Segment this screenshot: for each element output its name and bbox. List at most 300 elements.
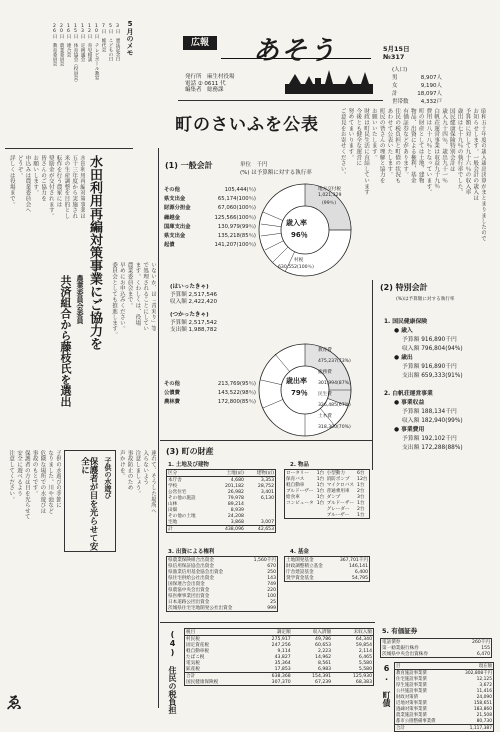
table-cell: 438,096 bbox=[224, 526, 244, 532]
fund-table bbox=[284, 556, 370, 582]
population-value: 8,907人 bbox=[420, 75, 442, 81]
table-cell: 辺地対策事業債 bbox=[396, 701, 427, 706]
table-header-row bbox=[395, 663, 494, 670]
special-block-title: 2. 白帆荘運営事業 bbox=[384, 391, 433, 397]
table-cell: 鉱産税 bbox=[186, 667, 200, 672]
expense-list bbox=[164, 380, 256, 407]
table-cell: 201,182 bbox=[224, 483, 244, 489]
table-cell: 国民健康保険税 bbox=[186, 680, 219, 685]
table-cell: 過疎対策事業債 bbox=[396, 707, 427, 712]
special-item-row: 支出額 172,288(88%) bbox=[402, 445, 463, 451]
income-top-pct: (99％) bbox=[322, 201, 337, 206]
special-item-row: 予算額 188,134千円 bbox=[402, 409, 457, 415]
publish-row: 電話 ② 0611 代 bbox=[185, 80, 226, 87]
bonds-subtitle: 5. 有価証券 bbox=[382, 627, 418, 635]
table-cell: 6台 bbox=[357, 471, 365, 476]
table-cell: 80,730 bbox=[476, 718, 492, 724]
table-cell: 宅地 bbox=[168, 520, 178, 525]
population-label: 計 bbox=[392, 91, 398, 97]
rights-subtitle: 3. 出資による権利 bbox=[168, 549, 215, 555]
table-cell: 1台 bbox=[357, 513, 365, 518]
population-box bbox=[392, 66, 442, 106]
expense-pie-label: 歳出率 bbox=[286, 377, 307, 385]
special-item-head: ● 事業費用 bbox=[394, 427, 425, 433]
table-cell: 26,982 bbox=[227, 489, 244, 495]
center-divider bbox=[372, 280, 373, 470]
publish-row: 編集者 総務課 bbox=[185, 87, 224, 93]
budget-block-title: (つかったきゃ) bbox=[170, 312, 209, 318]
table-cell: 都市公園整備事業債 bbox=[396, 719, 436, 724]
table-cell: 79,978 bbox=[227, 495, 244, 501]
table-cell: 軽自動車税 bbox=[186, 649, 209, 654]
masthead-title: あそう bbox=[253, 36, 338, 66]
table-cell: 6,465 bbox=[358, 654, 372, 660]
income-value: 65,174(100％) bbox=[217, 196, 256, 203]
table-cell: 638,368 bbox=[271, 673, 291, 679]
table-cell: 307,370 bbox=[271, 679, 291, 685]
table-cell: 2,114 bbox=[358, 648, 372, 654]
income-label: 国庫支出金 bbox=[164, 223, 191, 230]
income-value: 141,207(100％) bbox=[214, 242, 256, 249]
income-bottom-value: 630,552(100％) bbox=[278, 265, 314, 270]
population-value: 9,190人 bbox=[420, 83, 442, 89]
bonds-table bbox=[380, 638, 492, 658]
table-cell: ダンプ bbox=[326, 495, 341, 500]
table-cell: 5,580 bbox=[358, 660, 372, 666]
expense-label: その他 bbox=[164, 381, 180, 387]
special-account-note: (%)は予算額に対する執行率 bbox=[396, 297, 455, 302]
table-cell: その他の施設 bbox=[168, 496, 196, 501]
memo-item: 13日 定例議会 bbox=[80, 24, 85, 62]
table-cell: 28,752 bbox=[257, 483, 274, 489]
table-cell: マイクロバス bbox=[326, 483, 354, 488]
article-body: 昭和五十年度の歳入歳出決算がまとまりましたので お知らせします。一般会計の歳入は 予算額に対して九十六％の収入率 歳出は七十九％の執行率でした。 国民健康保険特別会計は 歳入九十四％、歳出九十一％ 白帆荘運営事業は収益九十九％ 費用は八十八％となっています。 町の財産としては土地、建物 物品、出資による権利、基金 有価証券などがあります。 住民の税負担と町債の状況も あわせて公表いたします。 町民の皆さんの理解と協力を お願いいたします。 財政は町民生活に直結しています 今後とも健全な運営に 努めてまいります。 ご意見をお寄せください。 bbox=[339, 108, 486, 242]
table-cell: 158,651 bbox=[473, 700, 492, 706]
table-cell: 普通乗用車 bbox=[326, 489, 350, 494]
memo-item: 12日 育児相談 bbox=[87, 24, 92, 62]
table-cell: 村民税 bbox=[186, 637, 200, 642]
income-budget-block bbox=[170, 284, 217, 307]
income-pie-label: 歳入率 bbox=[286, 219, 307, 227]
goods-subtitle: 2. 物品 bbox=[290, 462, 309, 468]
table-cell: 山林 bbox=[168, 502, 178, 507]
special-block-title: 1. 国民健康保険 bbox=[384, 319, 428, 325]
income-label: 県支出金 bbox=[164, 196, 186, 203]
table-cell: 固定資産税 bbox=[186, 643, 209, 648]
table-cell: 154,391 bbox=[312, 673, 332, 679]
table-cell: 2台 bbox=[357, 507, 365, 512]
masthead bbox=[175, 22, 375, 97]
general-account-note: (%) は予算額に対する執行率 bbox=[240, 170, 312, 176]
special-item-head: ● 歳出 bbox=[394, 355, 413, 361]
table-cell: 庁舎建設基金 bbox=[286, 570, 314, 575]
table-cell: 5,580 bbox=[358, 666, 372, 672]
masthead-label: 広報 bbox=[183, 36, 217, 50]
right-body-text: いないか、は「青刈り」等 で処理されることにしてい ます。くわしくは、役場 農業委員会まで。 早めにお申込みください。 委員会としても推進します。 bbox=[111, 262, 156, 338]
population-row bbox=[392, 98, 442, 106]
population-row bbox=[392, 74, 442, 82]
left-top-rule bbox=[5, 148, 133, 149]
table-cell: 8,561 bbox=[317, 660, 332, 666]
budget-row: 予算額 2,517,546 bbox=[170, 291, 218, 298]
table-header: 未収入額 bbox=[353, 630, 372, 635]
table-cell: 財政対策債 bbox=[396, 695, 418, 700]
table-cell: 247,256 bbox=[271, 642, 291, 648]
table-cell: 67,239 bbox=[315, 679, 332, 685]
table-cell: 89,214 bbox=[227, 501, 244, 507]
table-header: 目 bbox=[396, 664, 401, 669]
table-header: 土地(㎡) bbox=[226, 471, 244, 476]
masthead-scenery-illustration bbox=[285, 66, 373, 96]
table-row bbox=[167, 605, 278, 612]
budget-row: 予算額 2,517,542 bbox=[170, 319, 218, 326]
memo-item: 5日 こどもの日 bbox=[108, 24, 113, 62]
table-cell: 220 bbox=[267, 587, 276, 593]
table-cell: 12,125 bbox=[476, 676, 492, 682]
income-row bbox=[164, 223, 256, 232]
table-cell: 6,400 bbox=[354, 569, 368, 575]
publish-info bbox=[185, 74, 285, 94]
special-item-head: ● 歳入 bbox=[394, 328, 413, 334]
income-top-label: 地方交付税 bbox=[318, 187, 341, 192]
table-cell: 250 bbox=[267, 569, 276, 575]
table-cell: 1台 bbox=[316, 471, 325, 476]
table-cell: 厚生施設事業債 bbox=[396, 683, 427, 688]
table-cell: 3,672 bbox=[479, 682, 492, 688]
tax-top-rule bbox=[160, 622, 375, 623]
table-cell: 21,508 bbox=[476, 712, 492, 718]
income-row bbox=[164, 214, 256, 223]
expense-right-row: 民生費 326,485(67%) bbox=[318, 392, 351, 408]
income-pie-pct: 96％ bbox=[291, 231, 308, 239]
table-cell: 2,223 bbox=[317, 648, 332, 654]
special-item-row: 予算額 192,102千円 bbox=[402, 436, 457, 442]
table-cell: 6,470 bbox=[476, 651, 490, 657]
income-list bbox=[164, 186, 256, 250]
population-label: 女 bbox=[392, 83, 398, 89]
table-cell: 749 bbox=[267, 581, 276, 587]
income-value: 105,444(％) bbox=[224, 187, 256, 193]
income-value: 130,979(99％) bbox=[217, 223, 256, 230]
table-cell: 本庁舎 bbox=[168, 478, 182, 483]
table-cell: 県漁業信用基金協会出資金 bbox=[168, 570, 224, 575]
memo-column bbox=[5, 20, 133, 100]
table-cell: 367,701千円 bbox=[339, 558, 368, 563]
land-building-table bbox=[166, 469, 276, 533]
table-cell: グレーダー bbox=[326, 507, 350, 512]
table-cell: 60,653 bbox=[315, 642, 332, 648]
population-row bbox=[392, 82, 442, 90]
table-cell: 670 bbox=[267, 563, 276, 569]
population-row bbox=[392, 90, 442, 98]
special-item-row: 予算額 916,890千円 bbox=[402, 337, 457, 343]
table-header-row bbox=[185, 629, 374, 636]
table-cell: 125,930 bbox=[353, 673, 372, 679]
column-divider bbox=[158, 148, 159, 708]
table-cell: 小型動力 bbox=[326, 471, 345, 476]
table-cell: 県農業保険組合出資金 bbox=[168, 558, 214, 563]
table-cell: 田畑 bbox=[168, 508, 178, 513]
table-cell: 9,114 bbox=[277, 648, 291, 654]
table-cell: 3,353 bbox=[260, 477, 274, 483]
expense-right-row: 総務費 301,994(87%) bbox=[318, 370, 351, 386]
table-cell: 日本道路公団出資金 bbox=[168, 600, 210, 605]
table-cell: 住宅施設事業債 bbox=[396, 677, 427, 682]
table-cell: 電話債券 bbox=[382, 640, 401, 645]
memo-title: 5月のメモ bbox=[126, 20, 134, 56]
table-cell: 1,117,387 bbox=[469, 725, 492, 731]
income-row bbox=[164, 186, 256, 195]
issue-date: 5月15日 bbox=[383, 45, 410, 53]
table-cell: 25 bbox=[270, 599, 276, 605]
table-cell: コンピュータ bbox=[286, 501, 314, 506]
expense-budget-block bbox=[170, 312, 217, 335]
calligraphy-mark: ゑ bbox=[6, 693, 23, 712]
table-header: 区分 bbox=[168, 471, 178, 476]
table-cell: ロータリー bbox=[286, 471, 309, 476]
table-cell: 59,854 bbox=[355, 642, 372, 648]
income-row bbox=[164, 195, 256, 204]
table-header-row bbox=[167, 470, 276, 477]
table-cell: 3,007 bbox=[260, 519, 274, 525]
table-cell: 農業施設事業債 bbox=[396, 713, 427, 718]
income-value: 67,060(100％) bbox=[217, 205, 256, 212]
left-body-text: 水田利用再編対策事業は 五十三年度から実施され 米の生産調整を目的とし 転作を行う農家には 奨励金が交付されます。 皆さんのご協力を お願いします。 申込みは農業委員会へ どうぞ。 詳しくは役場まで。 bbox=[8, 155, 85, 219]
table-header: 建物(㎡) bbox=[256, 471, 274, 476]
table-cell: 4,680 bbox=[230, 477, 244, 483]
general-account-label: (1) 一般会計 bbox=[165, 161, 213, 170]
table-cell: 11,416 bbox=[476, 688, 492, 694]
publish-row: 発行所 麻生村役場 bbox=[185, 74, 235, 80]
table-cell: 公共施設事業債 bbox=[396, 689, 427, 694]
table-cell: 6,983 bbox=[317, 666, 332, 672]
table-cell: 1台 bbox=[316, 477, 325, 482]
special-block-1 bbox=[384, 318, 494, 381]
property-section-label: (3) 町の財産 bbox=[166, 447, 214, 456]
population-value: 4,332戸 bbox=[420, 99, 442, 105]
sub-article-headline: 共済組合から藤枝氏を選出 bbox=[59, 275, 72, 407]
budget-block-title: (はいったきゃ) bbox=[170, 284, 209, 290]
safety-body-text: 子供の水遊びの季節に なりました。川や池など 危険な場所での水遊びは 事故のもとです。 保護者の方は目を光らせて 安全に遊べるよう 注意してください。 bbox=[8, 450, 61, 520]
table-cell: 県医療事業団出資金 bbox=[168, 594, 210, 599]
table-cell: ブルドーザー bbox=[286, 489, 314, 494]
table-cell: 42,653 bbox=[257, 526, 274, 532]
table-cell: 1台 bbox=[316, 501, 325, 506]
table-cell: 1台 bbox=[316, 489, 325, 494]
table-cell: 146,141 bbox=[349, 563, 368, 569]
population-header: (人口) bbox=[392, 67, 408, 73]
special-item-row: 収入額 796,804(94%) bbox=[402, 346, 463, 352]
memo-item: 7日 総代会 bbox=[101, 24, 106, 52]
table-cell: 県農協中央会出資金 bbox=[168, 588, 210, 593]
income-row bbox=[164, 204, 256, 213]
income-label: 起債 bbox=[164, 242, 175, 249]
table-cell: 49,786 bbox=[315, 636, 332, 642]
table-cell: 茨城県中央会出資株券 bbox=[382, 652, 428, 657]
table-cell: ブルーザー bbox=[326, 513, 350, 518]
population-value: 18,097人 bbox=[417, 91, 442, 97]
memo-item: 10日 テレビボール教室 bbox=[94, 24, 99, 80]
table-cell: 合計 bbox=[186, 674, 196, 679]
table-cell: 14,962 bbox=[315, 654, 332, 660]
table-cell: 35,364 bbox=[274, 660, 291, 666]
table-cell: 3台 bbox=[357, 495, 365, 500]
safety-subtitle: 保護者が目を光らせて安全に bbox=[79, 457, 98, 551]
special-item-row: 予算額 916,890千円 bbox=[402, 364, 457, 370]
memo-item: 15日 体育協会（役員会） bbox=[73, 24, 78, 85]
table-header: 調定額 bbox=[276, 630, 291, 635]
table-cell: 1台 bbox=[316, 495, 325, 500]
table-cell: 275,917 bbox=[271, 636, 291, 642]
table-cell: 17,853 bbox=[274, 666, 291, 672]
special-account-label: (2) 特別会計 bbox=[380, 283, 428, 292]
table-cell: 合計 bbox=[396, 726, 405, 731]
table-cell: 保育バス bbox=[286, 477, 305, 482]
expense-right-row: 土木費 318,300(70%) bbox=[318, 414, 351, 430]
table-cell: 302,808千円 bbox=[465, 671, 492, 676]
income-bottom-label: 村税 bbox=[294, 258, 304, 263]
fund-subtitle: 4. 基金 bbox=[290, 549, 309, 555]
table-cell: 54,795 bbox=[351, 575, 368, 581]
table-row bbox=[185, 679, 374, 686]
income-label: その他 bbox=[164, 187, 180, 193]
budget-row: 支出額 1,988,782 bbox=[170, 327, 218, 333]
table-cell: 給食車 bbox=[286, 495, 300, 500]
table-cell: たばこ税 bbox=[186, 655, 205, 660]
special-item-row: 収入額 182,940(99%) bbox=[402, 418, 463, 424]
table-cell: 電気税 bbox=[186, 661, 200, 666]
table-cell: 県住宅供給公社出資金 bbox=[168, 576, 214, 581]
population-label: 世帯数 bbox=[392, 99, 409, 105]
budget-row: 収入額 2,422,420 bbox=[170, 299, 218, 305]
safety-body-text-2: 連れて、そうした場所へ 入らないよう 注意しましょう。 事故防止のため 声かけを。 bbox=[118, 450, 156, 514]
table-cell: 3,401 bbox=[260, 489, 274, 495]
safety-title: 子供の水遊び bbox=[104, 457, 112, 499]
expense-label: 農林費 bbox=[164, 399, 180, 405]
table-cell: 奨学資金基金 bbox=[286, 576, 314, 581]
table-cell: 軽自動車 bbox=[286, 483, 305, 488]
land-subtitle: 1. 土地及び建物 bbox=[168, 462, 209, 468]
masthead-bottom-rule bbox=[178, 100, 383, 101]
table-cell: 第一勧業銀行株券 bbox=[382, 646, 419, 651]
table-row bbox=[381, 651, 492, 658]
expense-right-row: 教育費 475,237(73%) bbox=[318, 348, 351, 364]
table-header: 現在額 bbox=[478, 664, 492, 669]
table-cell: 消防ポンプ bbox=[326, 477, 350, 482]
income-row bbox=[164, 232, 256, 241]
table-cell: その他の土地 bbox=[168, 514, 196, 519]
table-cell: 1台 bbox=[357, 483, 365, 488]
table-cell: 24,208 bbox=[227, 513, 244, 519]
expense-pie-pct: 79％ bbox=[291, 389, 308, 397]
table-cell: 155 bbox=[481, 645, 490, 651]
table-cell: 143 bbox=[267, 575, 276, 581]
population-label: 男 bbox=[392, 75, 398, 81]
table-cell: 国保連合会出資金 bbox=[168, 582, 205, 587]
table-cell: 24,090 bbox=[476, 694, 492, 700]
table-cell: 43,827 bbox=[274, 654, 291, 660]
table-cell: 学校 bbox=[168, 484, 178, 489]
table-cell: 教育施設事業債 bbox=[396, 671, 427, 676]
income-top-value: 1,021,329 bbox=[318, 193, 342, 198]
tax-side-label: (4) 住民の税負担 bbox=[168, 630, 177, 714]
income-value: 125,566(100％) bbox=[214, 214, 256, 221]
table-cell: 100 bbox=[267, 593, 276, 599]
general-account-unit: 単位 千円 bbox=[240, 162, 268, 168]
sub-article-kicker: 農業委員会委員 bbox=[76, 275, 84, 324]
income-row bbox=[164, 241, 256, 250]
table-header: 収入済額 bbox=[312, 630, 332, 635]
table-total-row bbox=[167, 526, 276, 533]
goods-table bbox=[284, 469, 370, 519]
table-cell: 68,383 bbox=[355, 679, 372, 685]
income-value: 135,218(85％) bbox=[217, 233, 256, 240]
table-cell: 183,860 bbox=[473, 706, 492, 712]
income-label: 繰越金 bbox=[164, 214, 180, 221]
table-row bbox=[285, 512, 370, 519]
page-headline: 町のさいふを公表 bbox=[175, 115, 319, 135]
table-cell: 計 bbox=[168, 527, 173, 532]
table-cell: 土地開発基金 bbox=[286, 558, 314, 563]
table-cell: 県信用保証協会出資金 bbox=[168, 564, 214, 569]
property-top-rule bbox=[160, 440, 372, 441]
special-item-head: ● 事業収益 bbox=[394, 400, 425, 406]
memo-item: 3日 憲法記念日 bbox=[115, 24, 120, 62]
debt-side-label: 6. 町債 bbox=[382, 664, 391, 707]
expense-row bbox=[164, 398, 256, 407]
safety-notice-box bbox=[64, 450, 116, 552]
table-cell: 公営住宅 bbox=[168, 490, 187, 495]
table-cell: 260千円 bbox=[472, 640, 490, 645]
table-cell: 3,868 bbox=[230, 519, 244, 525]
table-row bbox=[285, 575, 370, 582]
main-article-headline: 水田利用再編対策事業にご協力を bbox=[87, 155, 102, 350]
table-cell: 2台 bbox=[357, 489, 365, 494]
special-block-2 bbox=[384, 390, 494, 453]
memo-item: 26日 教育委員会 bbox=[52, 24, 57, 67]
expense-value: 143,522(98％) bbox=[217, 390, 256, 396]
memo-item: 16日 連合会 bbox=[66, 24, 71, 57]
table-cell: 1,560千円 bbox=[253, 558, 276, 563]
expense-value: 172,800(85％) bbox=[217, 399, 256, 405]
table-cell: 茨城県住宅宅地開発公社出資金 bbox=[168, 606, 233, 611]
tax-table bbox=[184, 628, 374, 686]
table-cell: 12台 bbox=[357, 477, 368, 482]
expense-right-labels bbox=[318, 345, 362, 433]
table-cell: ブルドーザー bbox=[326, 501, 354, 506]
debt-table bbox=[394, 662, 494, 732]
expense-row bbox=[164, 389, 256, 398]
table-cell: 64,340 bbox=[355, 636, 372, 642]
table-cell: 1台 bbox=[316, 483, 325, 488]
income-label: 県支出金 bbox=[164, 233, 186, 240]
table-cell: 財政調整積立基金 bbox=[286, 564, 323, 569]
issue-number: №317 bbox=[383, 53, 405, 61]
table-header: 税目 bbox=[186, 630, 196, 635]
income-label: 財源分担金 bbox=[164, 205, 191, 212]
expense-row bbox=[164, 380, 256, 389]
table-cell: 999 bbox=[267, 605, 276, 611]
table-cell: 8,939 bbox=[230, 507, 244, 513]
expense-label: 公債費 bbox=[164, 390, 180, 396]
table-cell: 6,130 bbox=[260, 495, 274, 501]
expense-value: 213,769(95％) bbox=[217, 381, 256, 387]
special-item-row: 支出額 659,333(91%) bbox=[402, 373, 463, 379]
memo-item: 20日 農業委員会 bbox=[59, 24, 64, 67]
table-cell: 1台 bbox=[357, 501, 365, 506]
table-total-row bbox=[395, 725, 494, 732]
rights-table bbox=[166, 556, 278, 612]
